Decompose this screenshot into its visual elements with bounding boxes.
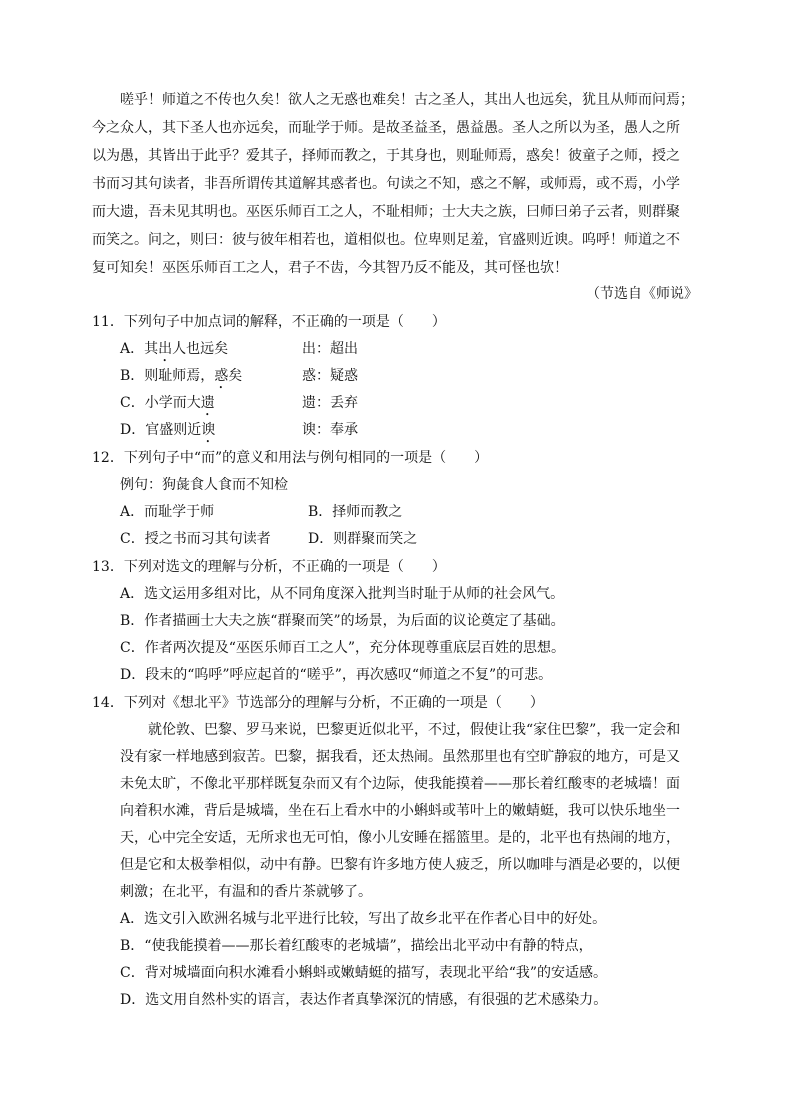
question-14-stem: 14．下列对《想北平》节选部分的理解与分析，不正确的一项是（ ） — [92, 695, 544, 711]
q13-option-c: C．作者两次提及“巫医乐师百工之人”，充分体现尊重底层百姓的思想。 — [120, 640, 566, 656]
excerpt-line: 未免太旷，不像北平那样既复杂而又有个边际，使我能摸着——那长着红酸枣的老城墙！面 — [120, 776, 680, 792]
dotted-word: 遗 — [200, 395, 215, 411]
q13-option-a: A．选文运用多组对比，从不同角度深入批判当时耻于从师的社会风气。 — [120, 586, 565, 602]
excerpt-line: 向着积水滩，背后是城墙，坐在石上看水中的小蝌蚪或苇叶上的嫩蜻蜓，我可以快乐地坐一 — [120, 803, 680, 819]
excerpt-line: 就伦敦、巴黎、罗马来说，巴黎更近似北平，不过，假使让我“家住巴黎”，我一定会和 — [148, 722, 681, 738]
q14-option-b: B．“使我能摸着——那长着红酸枣的老城墙”，描绘出北平动中有静的特点， — [120, 938, 593, 954]
passage-line: 而笑之。问之，则曰：彼与彼年相若也，道相似也。位卑则足羞，官盛则近谀。呜呼！师道之不 — [92, 232, 680, 248]
q11-option-d: D．官盛则近谀 — [120, 422, 216, 438]
q13-option-d: D．段末的“呜呼”呼应起首的“嗟乎”，再次感叹“师道之不复”的可悲。 — [120, 667, 553, 683]
dotted-word: 出 — [158, 341, 173, 357]
q11-option-b-gloss: 惑：疑惑 — [302, 368, 358, 384]
excerpt-line: 刺激；在北平，有温和的香片茶就够了。 — [120, 884, 372, 900]
q14-option-d: D．选文用自然朴实的语言，表达作者真挚深沉的情感，有很强的艺术感染力。 — [120, 992, 608, 1008]
passage-line: 复可知矣！巫医乐师百工之人，君子不齿，今其智乃反不能及，其可怪也欤！ — [92, 260, 568, 276]
q11-option-a: A．其出人也远矣 — [120, 341, 229, 357]
q12-option-d: D．则群聚而笑之 — [308, 531, 418, 547]
passage-line: 书而习其句读者，非吾所谓传其道解其惑者也。句读之不知，惑之不解，或师焉，或不焉，小学 — [92, 176, 680, 192]
dotted-word: 惑 — [214, 368, 229, 384]
q12-option-a: A．而耻学于师 — [120, 504, 215, 520]
excerpt-line: 没有家一样地感到寂苦。巴黎，据我看，还太热闹。虽然那里也有空旷静寂的地方，可是又 — [120, 749, 680, 765]
q12-option-c: C．授之书而习其句读者 — [120, 531, 271, 547]
q11-option-b: B．则耻师焉，惑矣 — [120, 368, 243, 384]
q12-option-b: B．择师而教之 — [308, 504, 403, 520]
q11-option-c: C．小学而大遗 — [120, 395, 215, 411]
question-11-stem: 11．下列句子中加点词的解释，不正确的一项是（ ） — [92, 314, 446, 330]
passage-line: 嗟乎！师道之不传也久矣！欲人之无惑也难矣！古之圣人，其出人也远矣，犹且从师而问焉； — [92, 92, 694, 108]
q14-option-c: C．背对城墙面向积水滩看小蝌蚪或嫩蜻蜓的描写，表现北平给“我”的安适感。 — [120, 965, 608, 981]
excerpt-line: 但是它和太极拳相似，动中有静。巴黎有许多地方使人疲乏，所以咖啡与酒是必要的，以便 — [120, 857, 680, 873]
passage-source: （节选自《师说》 — [586, 286, 698, 302]
q11-option-c-gloss: 遗：丢弃 — [302, 395, 358, 411]
passage-line: 以为愚，其皆出于此乎？爱其子，择师而教之，于其身也，则耻师焉，惑矣！彼童子之师，授之 — [92, 148, 680, 164]
q14-option-a: A．选文引入欧洲名城与北平进行比较，写出了故乡北平在作者心目中的好处。 — [120, 911, 607, 927]
q11-option-d-gloss: 谀：奉承 — [302, 422, 358, 438]
q11-option-a-gloss: 出：超出 — [302, 341, 358, 357]
passage-line: 今之众人，其下圣人也亦远矣，而耻学于师。是故圣益圣，愚益愚。圣人之所以为圣，愚人之所 — [92, 120, 680, 136]
question-12-stem: 12．下列句子中“而”的意义和用法与例句相同的一项是（ ） — [92, 450, 489, 466]
excerpt-line: 天，心中完全安适，无所求也无可怕，像小儿安睡在摇篮里。是的，北平也有热闹的地方， — [120, 830, 680, 846]
passage-line: 而大遗，吾未见其明也。巫医乐师百工之人，不耻相师；士大夫之族，曰师曰弟子云者，则群聚 — [92, 204, 680, 220]
q13-option-b: B．作者描画士大夫之族“群聚而笑”的场景，为后面的议论奠定了基础。 — [120, 613, 565, 629]
question-13-stem: 13．下列对选文的理解与分析，不正确的一项是（ ） — [92, 559, 446, 575]
dotted-word: 谀 — [201, 422, 216, 438]
q12-example: 例句：狗彘食人食而不知检 — [120, 477, 288, 493]
